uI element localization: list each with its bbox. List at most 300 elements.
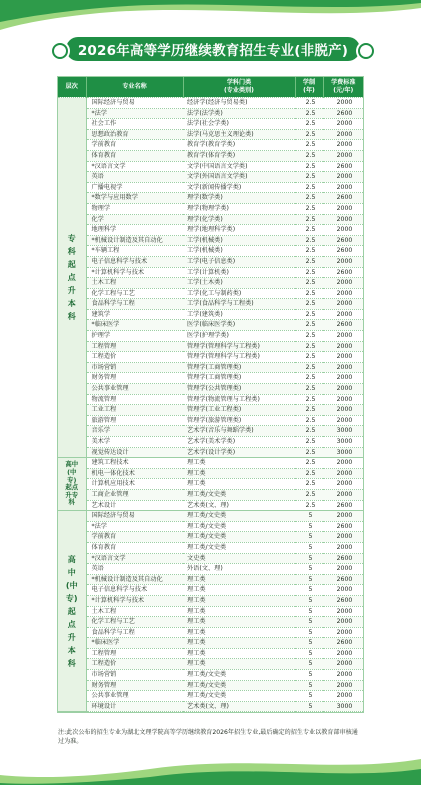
table-row (58, 182, 363, 193)
table-row (58, 521, 363, 532)
fee-cell: 2000 (323, 617, 363, 628)
major-name-cell: 工商企业管理 (86, 489, 183, 500)
category-cell: 工学(电子信息类) (183, 256, 295, 267)
table-row (58, 362, 363, 373)
table-row (58, 458, 363, 469)
table-row (58, 437, 363, 448)
years-cell: 5 (295, 701, 323, 712)
category-cell: 法学(马克思主义理论类) (183, 129, 295, 140)
years-cell: 2.5 (295, 394, 323, 405)
category-cell: 法学(社会学类) (183, 119, 295, 130)
table-row (58, 691, 363, 702)
major-name-cell: 电子信息科学与技术 (86, 256, 183, 267)
major-name-cell: 艺术设计 (86, 500, 183, 511)
top-decorative-swoosh (0, 0, 421, 40)
fee-cell: 2600 (323, 161, 363, 172)
table-row (58, 373, 363, 384)
major-name-cell: 广播电视学 (86, 182, 183, 193)
fee-cell: 2000 (323, 362, 363, 373)
table-row (58, 659, 363, 670)
category-cell: 管理学(工商管理类) (183, 362, 295, 373)
major-name-cell: 国际经济与贸易 (86, 511, 183, 522)
fee-cell: 2600 (323, 500, 363, 511)
fee-cell: 3000 (323, 447, 363, 458)
table-row (58, 564, 363, 575)
footnote: 注:此次公布的招生专业为湖北文理学院高等学历继续教育2026年招生专业,最后确定的招生专业以教育部审核通过为准。 (58, 729, 358, 745)
table-row (58, 384, 363, 395)
major-name-cell: 思想政治教育 (86, 129, 183, 140)
years-cell: 2.5 (295, 278, 323, 289)
table-row (58, 98, 363, 109)
table-body (58, 98, 363, 712)
years-cell: 2.5 (295, 426, 323, 437)
years-cell: 2.5 (295, 182, 323, 193)
years-cell: 2.5 (295, 140, 323, 151)
years-cell: 2.5 (295, 352, 323, 363)
table-row (58, 553, 363, 564)
category-cell: 理工类/文史类 (183, 542, 295, 553)
table-row (58, 108, 363, 119)
table-row (58, 542, 363, 553)
fee-cell: 2000 (323, 489, 363, 500)
major-name-cell: 物流管理 (86, 394, 183, 405)
fee-cell: 2600 (323, 521, 363, 532)
years-cell: 2.5 (295, 246, 323, 257)
major-name-cell: 体育教育 (86, 542, 183, 553)
major-name-cell: 公共事业管理 (86, 691, 183, 702)
category-cell: 工学(土木类) (183, 278, 295, 289)
category-cell: 法学(法学类) (183, 108, 295, 119)
table-row (58, 489, 363, 500)
years-cell: 5 (295, 670, 323, 681)
table-row (58, 405, 363, 416)
years-cell: 2.5 (295, 447, 323, 458)
years-cell: 5 (295, 659, 323, 670)
table-row (58, 193, 363, 204)
fee-cell: 2000 (323, 203, 363, 214)
table-row (58, 129, 363, 140)
fee-cell: 2000 (323, 394, 363, 405)
fee-cell: 2000 (323, 341, 363, 352)
years-cell: 2.5 (295, 214, 323, 225)
major-name-cell: 旅游管理 (86, 415, 183, 426)
years-cell: 2.5 (295, 299, 323, 310)
years-cell: 2.5 (295, 341, 323, 352)
fee-cell: 2000 (323, 182, 363, 193)
table-row (58, 172, 363, 183)
major-name-cell: *数学与应用数学 (86, 193, 183, 204)
years-cell: 2.5 (295, 468, 323, 479)
years-cell: 2.5 (295, 415, 323, 426)
fee-cell: 2600 (323, 574, 363, 585)
major-name-cell: 土木工程 (86, 606, 183, 617)
major-name-cell: 化学工程与工艺 (86, 288, 183, 299)
years-cell: 2.5 (295, 129, 323, 140)
category-cell: 理工类/文史类 (183, 511, 295, 522)
years-cell: 2.5 (295, 500, 323, 511)
category-cell: 工学(建筑类) (183, 309, 295, 320)
major-name-cell: 财务管理 (86, 680, 183, 691)
fee-cell: 2000 (323, 384, 363, 395)
table-row (58, 150, 363, 161)
years-cell: 2.5 (295, 256, 323, 267)
table-row (58, 680, 363, 691)
fee-cell: 2000 (323, 468, 363, 479)
table-row (58, 638, 363, 649)
major-name-cell: 护理学 (86, 331, 183, 342)
fee-cell: 3000 (323, 437, 363, 448)
category-cell: 工学(计算机类) (183, 267, 295, 278)
years-cell: 2.5 (295, 225, 323, 236)
header-category: 学科门类 (专业类别) (183, 77, 295, 98)
major-name-cell: 食品科学与工程 (86, 627, 183, 638)
major-name-cell: *汉语言文学 (86, 161, 183, 172)
majors-table (58, 77, 363, 712)
table-row (58, 320, 363, 331)
category-cell: 理工类/文史类 (183, 489, 295, 500)
title-banner (66, 37, 360, 61)
category-cell: 理工类/文史类 (183, 680, 295, 691)
table-row (58, 299, 363, 310)
category-cell: 艺术学(美术学类) (183, 437, 295, 448)
major-name-cell: 视觉传达设计 (86, 447, 183, 458)
years-cell: 2.5 (295, 161, 323, 172)
category-cell: 理工类 (183, 648, 295, 659)
fee-cell: 2600 (323, 267, 363, 278)
major-name-cell: 建筑工程技术 (86, 458, 183, 469)
category-cell: 理工类/文史类 (183, 670, 295, 681)
category-cell: 管理学(管理科学与工程类) (183, 341, 295, 352)
category-cell: 理工类 (183, 479, 295, 490)
years-cell: 2.5 (295, 362, 323, 373)
category-cell: 管理学(工商管理类) (183, 373, 295, 384)
banner-right-dot (358, 43, 374, 59)
category-cell: 医学(护理学类) (183, 331, 295, 342)
major-name-cell: 财务管理 (86, 373, 183, 384)
major-name-cell: 物理学 (86, 203, 183, 214)
years-cell: 5 (295, 532, 323, 543)
major-name-cell: 地理科学 (86, 225, 183, 236)
table-row (58, 256, 363, 267)
years-cell: 2.5 (295, 437, 323, 448)
fee-cell: 2000 (323, 659, 363, 670)
table-row (58, 331, 363, 342)
table-row (58, 225, 363, 236)
fee-cell: 2000 (323, 309, 363, 320)
category-cell: 工学(机械类) (183, 235, 295, 246)
major-name-cell: 市场营销 (86, 362, 183, 373)
years-cell: 2.5 (295, 235, 323, 246)
fee-cell: 2000 (323, 214, 363, 225)
category-cell: 理工类/文史类 (183, 691, 295, 702)
category-cell: 经济学(经济与贸易类) (183, 98, 295, 109)
major-name-cell: 食品科学与工程 (86, 299, 183, 310)
fee-cell: 2000 (323, 288, 363, 299)
fee-cell: 2000 (323, 564, 363, 575)
table-row (58, 617, 363, 628)
category-cell: 管理学(管理科学与工程类) (183, 352, 295, 363)
fee-cell: 2000 (323, 256, 363, 267)
fee-cell: 2000 (323, 691, 363, 702)
major-name-cell: 工程造价 (86, 352, 183, 363)
category-cell: 理工类 (183, 458, 295, 469)
years-cell: 5 (295, 574, 323, 585)
fee-cell: 2000 (323, 150, 363, 161)
fee-cell: 2600 (323, 320, 363, 331)
major-name-cell: *机械设计制造及其自动化 (86, 235, 183, 246)
years-cell: 5 (295, 606, 323, 617)
table-row (58, 235, 363, 246)
category-cell: 文学(中国语言文学类) (183, 161, 295, 172)
table-row (58, 627, 363, 638)
category-cell: 理工类 (183, 468, 295, 479)
fee-cell: 2000 (323, 648, 363, 659)
major-name-cell: 计算机应用技术 (86, 479, 183, 490)
header-major: 专业名称 (86, 77, 183, 98)
table-row (58, 161, 363, 172)
years-cell: 5 (295, 595, 323, 606)
table-row (58, 574, 363, 585)
category-cell: 理学(物理学类) (183, 203, 295, 214)
major-name-cell: 工程管理 (86, 648, 183, 659)
category-cell: 工学(机械类) (183, 246, 295, 257)
major-name-cell: *临床医学 (86, 320, 183, 331)
fee-cell: 2600 (323, 246, 363, 257)
majors-table-wrapper (57, 76, 364, 713)
fee-cell: 2600 (323, 235, 363, 246)
category-cell: 管理学(公共管理类) (183, 384, 295, 395)
table-header-row (58, 77, 363, 98)
table-row (58, 246, 363, 257)
years-cell: 2.5 (295, 267, 323, 278)
years-cell: 2.5 (295, 172, 323, 183)
major-name-cell: 土木工程 (86, 278, 183, 289)
fee-cell: 2000 (323, 140, 363, 151)
table-row (58, 278, 363, 289)
category-cell: 管理学(工业工程类) (183, 405, 295, 416)
major-name-cell: 建筑学 (86, 309, 183, 320)
fee-cell: 2000 (323, 278, 363, 289)
banner-left-dot (52, 43, 68, 59)
years-cell: 2.5 (295, 489, 323, 500)
years-cell: 2.5 (295, 331, 323, 342)
category-cell: 理工类/文史类 (183, 521, 295, 532)
years-cell: 2.5 (295, 108, 323, 119)
table-row (58, 468, 363, 479)
fee-cell: 2600 (323, 595, 363, 606)
major-name-cell: *法学 (86, 521, 183, 532)
major-name-cell: 公共事业管理 (86, 384, 183, 395)
years-cell: 5 (295, 553, 323, 564)
category-cell: 艺术类(文、理) (183, 500, 295, 511)
table-row (58, 532, 363, 543)
category-cell: 文学(外国语言文学类) (183, 172, 295, 183)
major-name-cell: 环境设计 (86, 701, 183, 712)
category-cell: 教育学(教育学类) (183, 140, 295, 151)
category-cell: 艺术学(音乐与舞蹈学类) (183, 426, 295, 437)
major-name-cell: 音乐学 (86, 426, 183, 437)
fee-cell: 2600 (323, 638, 363, 649)
major-name-cell: 电子信息科学与技术 (86, 585, 183, 596)
category-cell: 工学(化工与制药类) (183, 288, 295, 299)
header-level: 层次 (58, 77, 86, 98)
fee-cell: 2600 (323, 193, 363, 204)
years-cell: 2.5 (295, 373, 323, 384)
major-name-cell: *计算机科学与技术 (86, 267, 183, 278)
level-group-label: 高中(中专)起点升本科 (58, 511, 86, 712)
table-row (58, 500, 363, 511)
fee-cell: 2000 (323, 680, 363, 691)
category-cell: 医学(临床医学类) (183, 320, 295, 331)
fee-cell: 2000 (323, 606, 363, 617)
header-years: 学制 (年) (295, 77, 323, 98)
table-row (58, 648, 363, 659)
major-name-cell: 美术学 (86, 437, 183, 448)
fee-cell: 2000 (323, 373, 363, 384)
category-cell: 教育学(体育学类) (183, 150, 295, 161)
major-name-cell: 化学 (86, 214, 183, 225)
years-cell: 2.5 (295, 479, 323, 490)
years-cell: 2.5 (295, 320, 323, 331)
category-cell: 艺术类(文、理) (183, 701, 295, 712)
years-cell: 2.5 (295, 405, 323, 416)
category-cell: 外语(文、理) (183, 564, 295, 575)
category-cell: 文史类 (183, 553, 295, 564)
years-cell: 2.5 (295, 384, 323, 395)
major-name-cell: 市场营销 (86, 670, 183, 681)
fee-cell: 2000 (323, 172, 363, 183)
table-row (58, 479, 363, 490)
major-name-cell: 社会工作 (86, 119, 183, 130)
table-row (58, 267, 363, 278)
years-cell: 2.5 (295, 203, 323, 214)
table-row (58, 288, 363, 299)
table-row (58, 606, 363, 617)
category-cell: 理工类 (183, 606, 295, 617)
table-row (58, 140, 363, 151)
category-cell: 文学(新闻传播学类) (183, 182, 295, 193)
header-fee: 学费标准 (元/年) (323, 77, 363, 98)
years-cell: 5 (295, 542, 323, 553)
major-name-cell: 工程造价 (86, 659, 183, 670)
fee-cell: 2000 (323, 129, 363, 140)
years-cell: 5 (295, 511, 323, 522)
major-name-cell: 体育教育 (86, 150, 183, 161)
table-row (58, 341, 363, 352)
level-group-label: 高中(中专)起点升专科 (58, 458, 86, 511)
years-cell: 5 (295, 564, 323, 575)
major-name-cell: 学前教育 (86, 140, 183, 151)
table-row (58, 426, 363, 437)
table-row (58, 352, 363, 363)
category-cell: 理学(地理科学类) (183, 225, 295, 236)
table-row (58, 595, 363, 606)
fee-cell: 2000 (323, 542, 363, 553)
category-cell: 理工类 (183, 574, 295, 585)
fee-cell: 2600 (323, 553, 363, 564)
fee-cell: 2000 (323, 352, 363, 363)
years-cell: 2.5 (295, 193, 323, 204)
table-row (58, 119, 363, 130)
major-name-cell: *计算机科学与技术 (86, 595, 183, 606)
years-cell: 2.5 (295, 119, 323, 130)
category-cell: 管理学(旅游管理类) (183, 415, 295, 426)
category-cell: 理学(化学类) (183, 214, 295, 225)
major-name-cell: 学前教育 (86, 532, 183, 543)
fee-cell: 2000 (323, 511, 363, 522)
category-cell: 理工类 (183, 585, 295, 596)
level-group-label: 专科起点升本科 (58, 98, 86, 458)
years-cell: 5 (295, 585, 323, 596)
major-name-cell: 工业工程 (86, 405, 183, 416)
years-cell: 5 (295, 691, 323, 702)
category-cell: 管理学(物流管理与工程类) (183, 394, 295, 405)
page-title: 2026年高等学历继续教育招生专业(非脱产) (77, 43, 349, 59)
major-name-cell: 化学工程与工艺 (86, 617, 183, 628)
fee-cell: 3000 (323, 426, 363, 437)
fee-cell: 2000 (323, 331, 363, 342)
category-cell: 理工类 (183, 595, 295, 606)
table-row (58, 511, 363, 522)
major-name-cell: *汉语言文学 (86, 553, 183, 564)
major-name-cell: 英语 (86, 564, 183, 575)
years-cell: 2.5 (295, 309, 323, 320)
fee-cell: 2000 (323, 299, 363, 310)
table-row (58, 203, 363, 214)
years-cell: 2.5 (295, 288, 323, 299)
fee-cell: 2000 (323, 225, 363, 236)
major-name-cell: *车辆工程 (86, 246, 183, 257)
years-cell: 5 (295, 617, 323, 628)
table-row (58, 415, 363, 426)
table-row (58, 394, 363, 405)
major-name-cell: 机电一体化技术 (86, 468, 183, 479)
fee-cell: 2000 (323, 585, 363, 596)
category-cell: 理学(数学类) (183, 193, 295, 204)
fee-cell: 2000 (323, 405, 363, 416)
fee-cell: 3000 (323, 701, 363, 712)
fee-cell: 2000 (323, 670, 363, 681)
fee-cell: 2000 (323, 627, 363, 638)
fee-cell: 2000 (323, 458, 363, 469)
years-cell: 5 (295, 627, 323, 638)
fee-cell: 2000 (323, 479, 363, 490)
fee-cell: 2000 (323, 532, 363, 543)
category-cell: 艺术学(设计学类) (183, 447, 295, 458)
major-name-cell: *法学 (86, 108, 183, 119)
years-cell: 5 (295, 648, 323, 659)
fee-cell: 2600 (323, 108, 363, 119)
table-row (58, 701, 363, 712)
years-cell: 2.5 (295, 150, 323, 161)
category-cell: 理工类/文史类 (183, 532, 295, 543)
table-row (58, 670, 363, 681)
major-name-cell: 国际经济与贸易 (86, 98, 183, 109)
years-cell: 2.5 (295, 98, 323, 109)
table-row (58, 214, 363, 225)
category-cell: 工学(食品科学与工程类) (183, 299, 295, 310)
years-cell: 2.5 (295, 458, 323, 469)
category-cell: 理工类 (183, 617, 295, 628)
major-name-cell: 工程管理 (86, 341, 183, 352)
bottom-decorative-swoosh (0, 749, 421, 785)
major-name-cell: *临床医学 (86, 638, 183, 649)
years-cell: 5 (295, 680, 323, 691)
table-row (58, 585, 363, 596)
major-name-cell: *机械设计制造及其自动化 (86, 574, 183, 585)
years-cell: 5 (295, 521, 323, 532)
category-cell: 理工类 (183, 659, 295, 670)
